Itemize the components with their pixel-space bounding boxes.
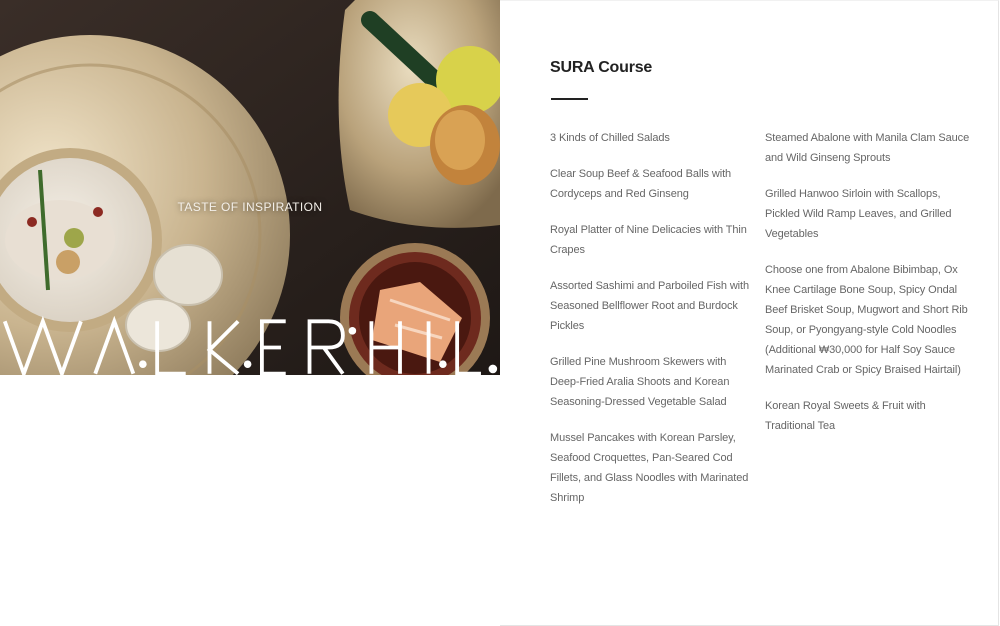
menu-item: Assorted Sashimi and Parboiled Fish with Seasoned Bellflower Root and Burdock Pickles: [550, 280, 749, 332]
hero-food-image: [0, 0, 500, 375]
course-title: SURA Course: [550, 59, 653, 76]
menu-item: Grilled Hanwoo Sirloin with Scallops, Pickled Wild Ramp Leaves, and Grilled Vegetables: [765, 188, 952, 240]
menu-item: Mussel Pancakes with Korean Parsley, Seafood Croquettes, Pan-Seared Cod Fillets, and Glass Noodles with Marinated Shrimp: [550, 432, 749, 504]
menu-column-left: [550, 128, 755, 524]
menu-item: 3 Kinds of Chilled Salads: [550, 132, 670, 144]
menu-item: Choose one from Abalone Bibimbap, Ox Knee Cartilage Bone Soup, Spicy Ondal Beef Brisket Soup, Mugwort and Short Rib Soup, or Pyongyang-style Cold Noodles (Additional ₩30,000 for Half Soy Sauce Marinated Crab or Spicy Braised Hairtail): [765, 264, 968, 376]
course-menu-panel: [500, 0, 999, 626]
menu-column-right: [765, 128, 975, 452]
title-underline: [551, 98, 588, 100]
brand-tagline: TASTE OF INSPIRATION: [177, 200, 323, 214]
menu-item: Korean Royal Sweets & Fruit with Traditional Tea: [765, 400, 926, 432]
walkerhill-logo: [0, 160, 500, 375]
menu-item: Royal Platter of Nine Delicacies with Thin Crapes: [550, 224, 747, 256]
menu-item: Steamed Abalone with Manila Clam Sauce and Wild Ginseng Sprouts: [765, 132, 970, 164]
menu-item: Grilled Pine Mushroom Skewers with Deep-Fried Aralia Shoots and Korean Seasoning-Dressed Vegetable Salad: [550, 356, 730, 408]
menu-item: Clear Soup Beef & Seafood Balls with Cordyceps and Red Ginseng: [550, 168, 732, 200]
